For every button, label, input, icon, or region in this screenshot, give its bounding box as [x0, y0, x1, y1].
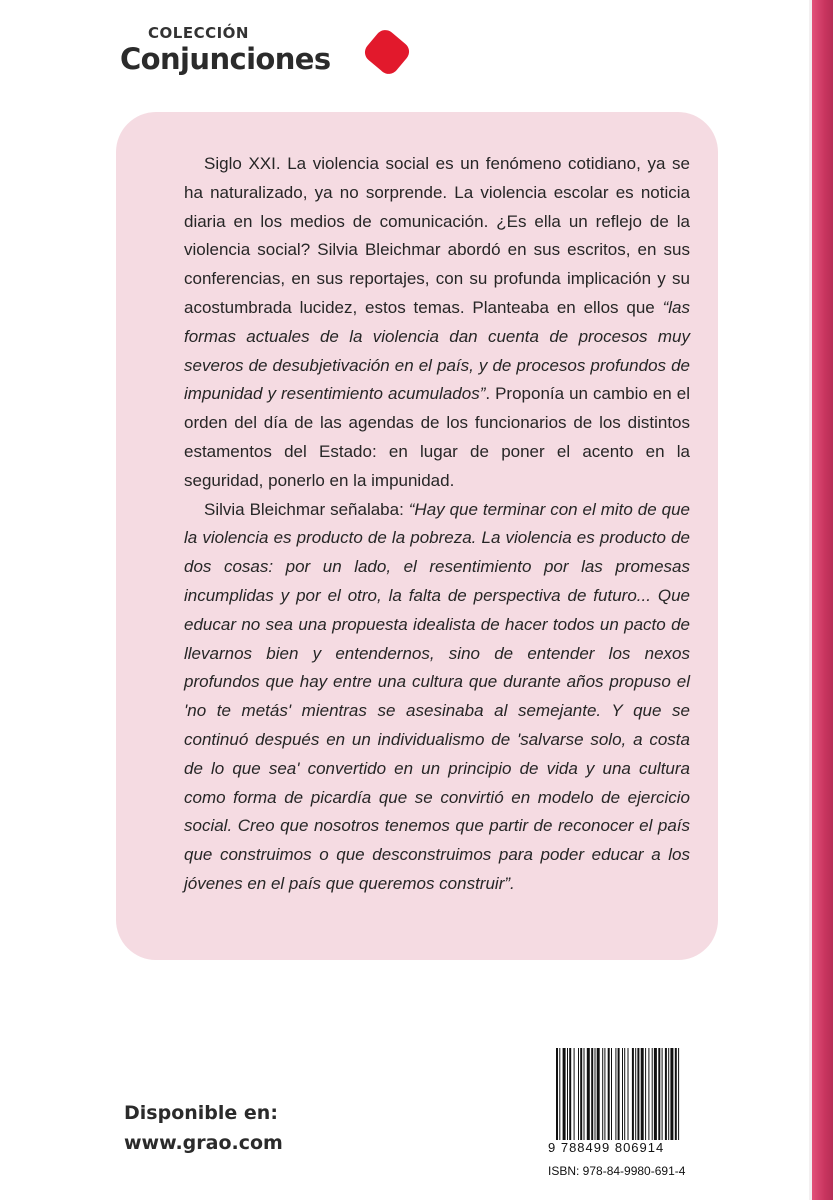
barcode-bar	[675, 1048, 677, 1140]
barcode-bar	[602, 1048, 603, 1140]
barcode-bar	[604, 1048, 605, 1140]
barcode-bar	[580, 1048, 582, 1140]
barcode-bar	[567, 1048, 568, 1140]
barcode-graphic	[556, 1048, 720, 1140]
barcode-digits: 9 788499 806914	[548, 1140, 665, 1155]
blurb-p2-start: Silvia Bleichmar señalaba:	[204, 499, 409, 519]
isbn-number: ISBN: 978-84-9980-691-4	[548, 1164, 686, 1178]
blurb-p2-quote: “Hay que terminar con el mito de que la violencia es producto de la pobreza. La violencia es producto de dos cosas: por un lado, el resentimiento por las promesas incumplidas y por el otro, la falta de perspectiva de futuro... Que educar no sea una propuesta idealista de hacer todos un pacto de llevarnos bien y entendernos, sino de entender los nexos profundos que hay entre una cultura que durante años propuso el 'no te metás' mientras se asesinaba al semejante. Y que se continuó después en un individualismo de 'salvarse solo, a costa de lo que sea' convertido en un principio de vida y una cultura como forma de picardía que se convirtió en modelo de ejercicio social. Creo que nosotros tenemos que partir de reconocer el país que construimos o que desconstruimos para poder educar a los jóvenes en el país que queremos construir”.	[184, 499, 690, 893]
barcode-bar	[591, 1048, 593, 1140]
barcode-bar	[618, 1048, 620, 1140]
barcode-bar	[615, 1048, 616, 1140]
barcode-bar	[670, 1048, 673, 1140]
barcode-bar	[584, 1048, 585, 1140]
barcode-bar	[645, 1048, 646, 1140]
barcode-bar	[569, 1048, 571, 1140]
barcode-bar	[652, 1048, 653, 1140]
barcode-bar	[678, 1048, 679, 1140]
blurb-p1-start: Siglo XXI. La violencia social es un fenómeno cotidiano, ya se ha naturalizado, ya no sorprende. La violencia escolar es noticia diaria en los medios de comunicación. ¿Es ella un reflejo de la violencia social? Silvia Bleichmar abordó en sus escritos, en sus conferencias, en sus reportajes, con su profunda implicación y su acostumbrada lucidez, estos temas. Planteaba en ellos que	[184, 154, 690, 317]
availability	[124, 1098, 283, 1158]
barcode-bar	[559, 1048, 560, 1140]
book-spine	[812, 0, 833, 1200]
barcode-bar	[574, 1048, 575, 1140]
blurb-text	[184, 150, 690, 899]
barcode-bar	[595, 1048, 596, 1140]
blurb-p1-quote: “las formas actuales de la violencia dan cuenta de procesos muy severos de desubjetivación en el país, y de procesos profundos de impunidad y resentimiento acumulados”	[184, 297, 690, 404]
barcode-bar	[658, 1048, 660, 1140]
barcode-bar	[654, 1048, 657, 1140]
barcode-bar	[632, 1048, 634, 1140]
barcode-bar	[637, 1048, 639, 1140]
barcode-bar	[611, 1048, 612, 1140]
barcode-bar	[597, 1048, 600, 1140]
barcode-bar	[578, 1048, 579, 1140]
blurb-p1-end: . Proponía un cambio en el orden del día de las agendas de los funcionarios de los distintos estamentos del Estado: en lugar de poner el acento en la seguridad, ponerlo en la impunidad.	[184, 384, 690, 490]
barcode-bar	[563, 1048, 566, 1140]
collection-name: Conjunciones	[120, 42, 331, 76]
barcode-bar	[608, 1048, 610, 1140]
barcode-bar	[628, 1048, 629, 1140]
collection-label: COLECCIÓN	[148, 24, 249, 42]
publisher-url[interactable]: www.grao.com	[124, 1132, 283, 1154]
barcode-bar	[587, 1048, 590, 1140]
barcode-block	[548, 1048, 723, 1188]
barcode-bar	[662, 1048, 663, 1140]
blurb-paragraph-1	[184, 150, 690, 496]
collection-mark-icon	[361, 26, 413, 78]
barcode-bar	[622, 1048, 623, 1140]
blurb-paragraph-2	[184, 496, 690, 899]
barcode-bar	[648, 1048, 649, 1140]
barcode-bar	[556, 1048, 558, 1140]
barcode-bar	[665, 1048, 667, 1140]
barcode-bar	[635, 1048, 636, 1140]
barcode-bar	[624, 1048, 625, 1140]
barcode-bar	[641, 1048, 644, 1140]
barcode-bar	[668, 1048, 669, 1140]
availability-label: Disponible en:	[124, 1102, 278, 1124]
